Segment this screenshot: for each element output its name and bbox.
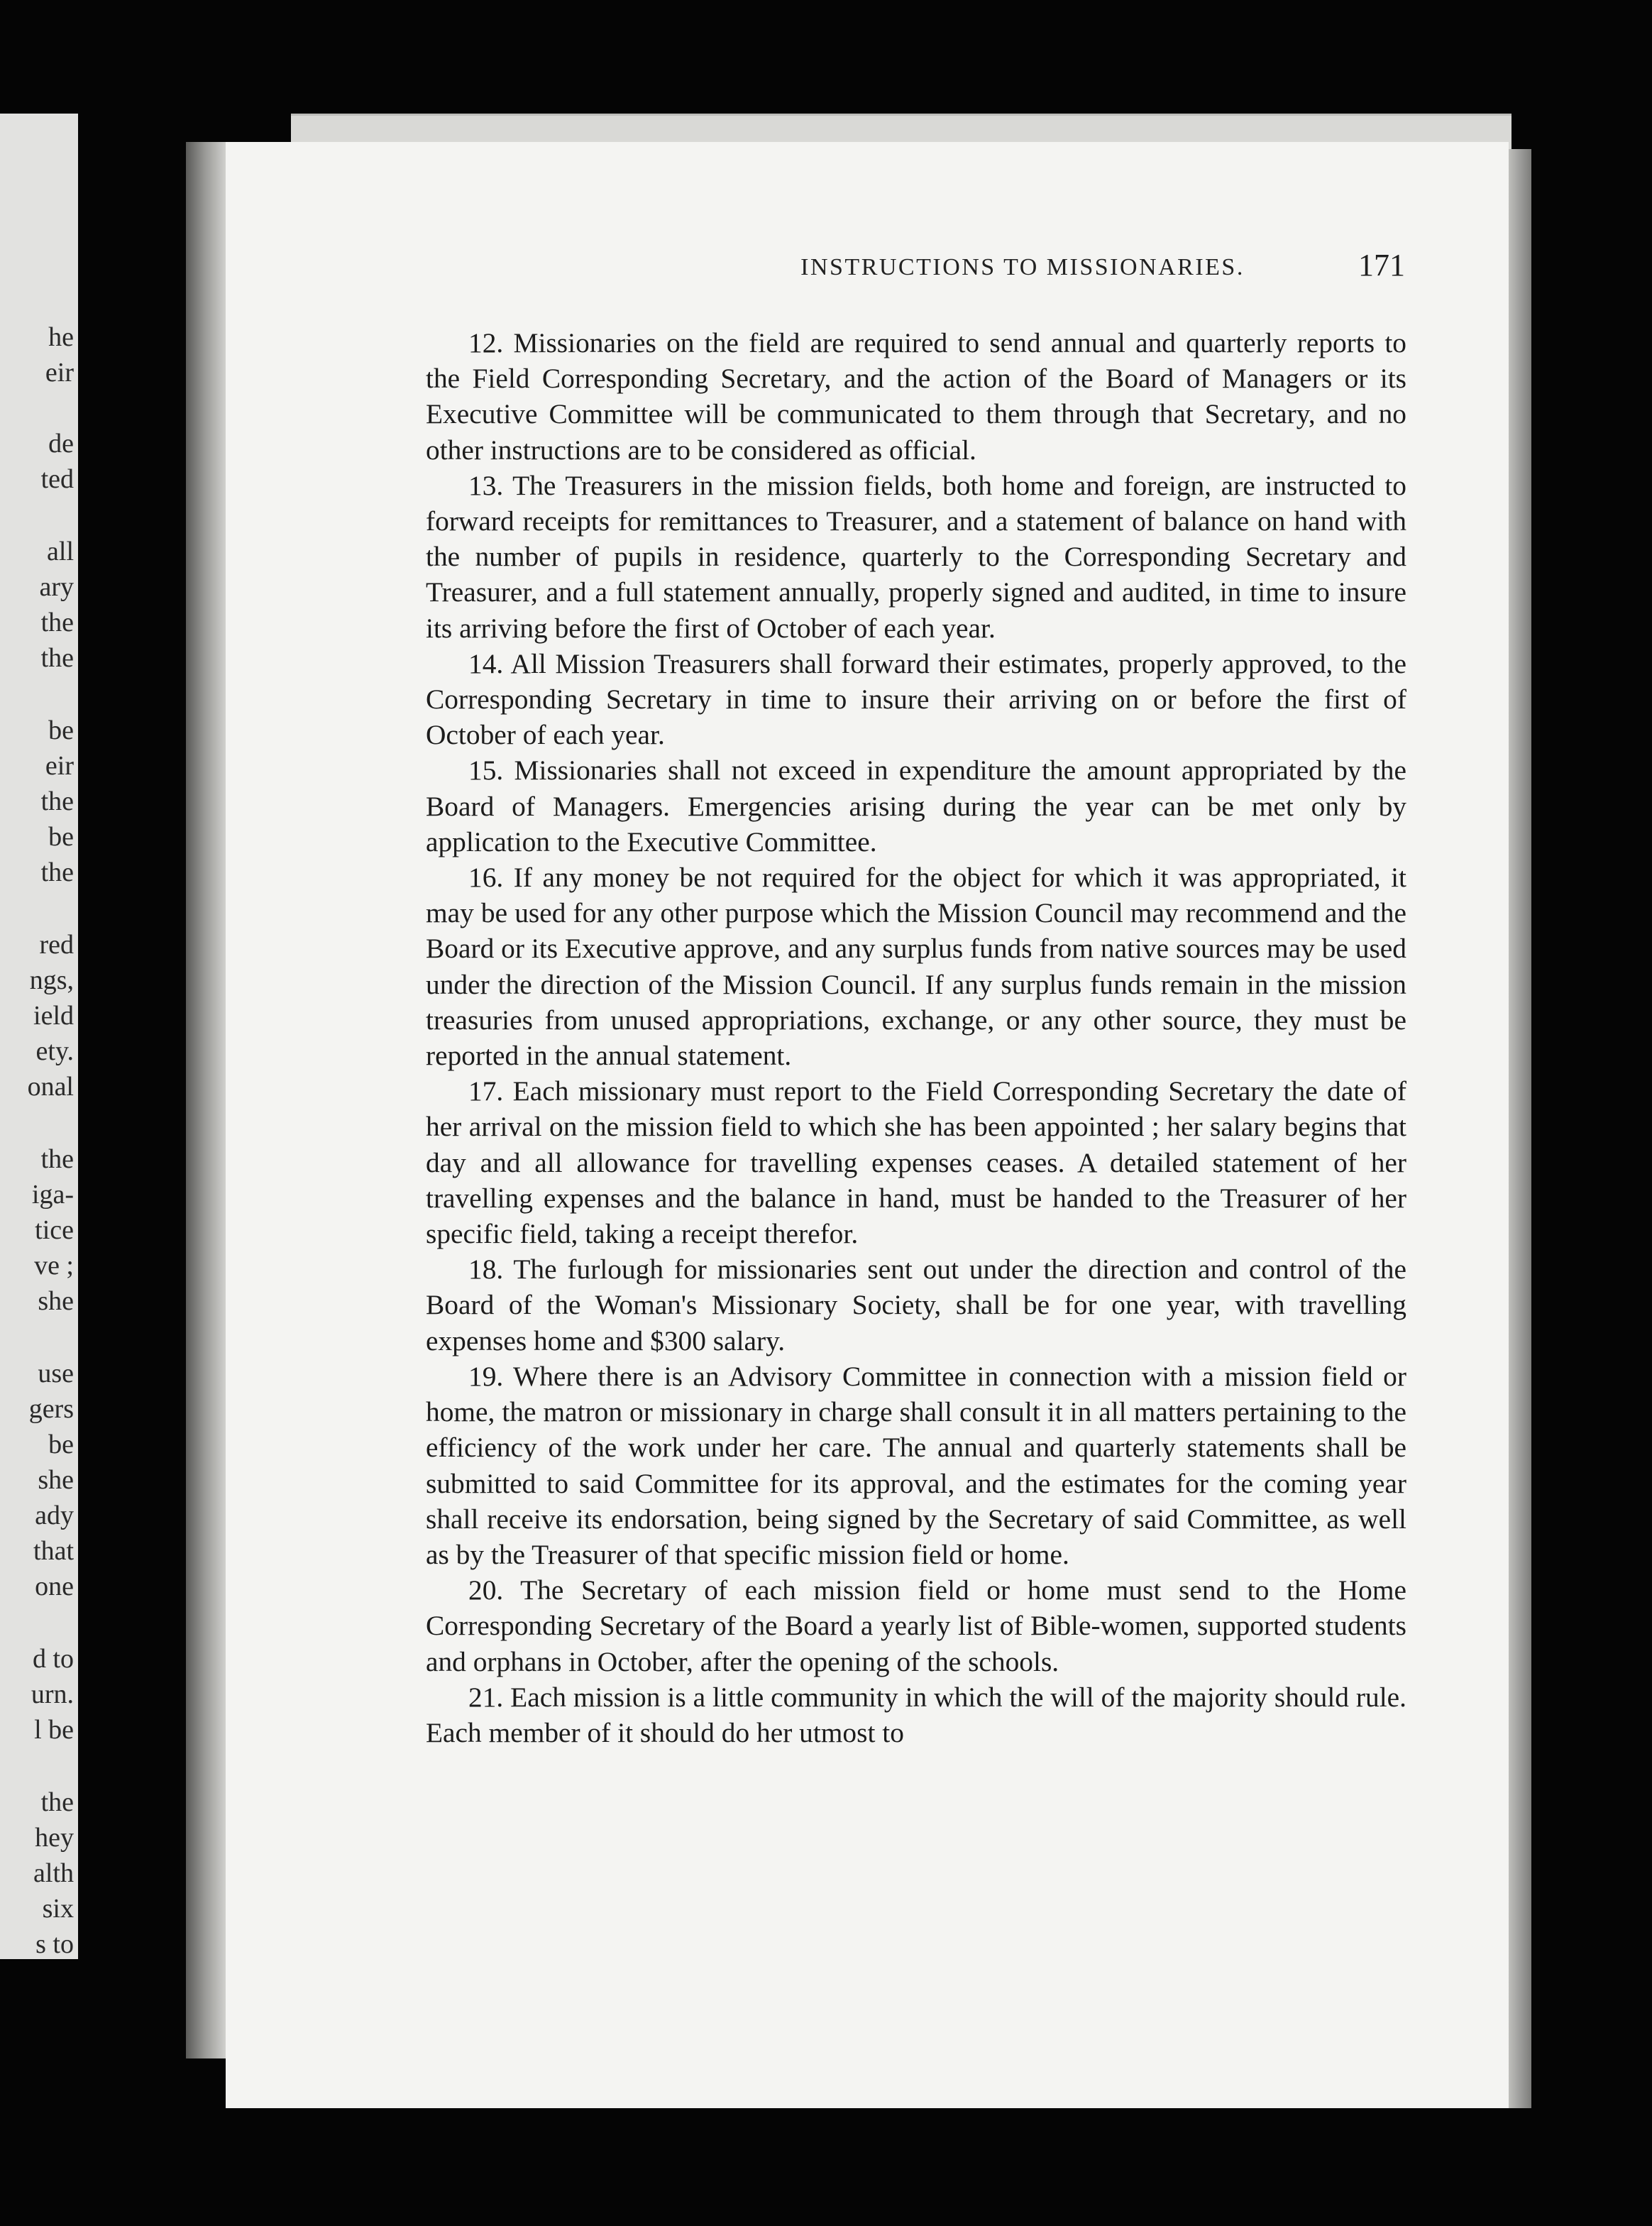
- left-page-fragment: the: [40, 786, 74, 816]
- rule-paragraph-20: 20. The Secretary of each mission field or home must send to the Home Corresponding Secretary of the Board a yearly list of Bible-women, supported students and orphans in October, after the opening of the schools.: [426, 1574, 1406, 1677]
- book-page: [226, 142, 1509, 2108]
- left-page-fragment: the: [40, 608, 74, 637]
- left-page-fragment: eir: [45, 751, 74, 781]
- left-page-fragment: hey: [35, 1823, 74, 1853]
- left-page-fragment: use: [38, 1359, 74, 1388]
- left-page-fragment: ary: [39, 572, 74, 602]
- left-page-fragment: tice: [35, 1215, 74, 1245]
- left-page-fragment: alth: [33, 1858, 74, 1888]
- rule-paragraph-18: 18. The furlough for missionaries sent out under the direction and control of the Board of the Woman's Missionary Society, shall be for one year, with travelling expenses home and $300 salary.: [426, 1254, 1406, 1356]
- left-page-fragment: eir: [45, 358, 74, 388]
- left-page-fragment: he: [48, 322, 74, 352]
- left-page-fragment: be: [48, 1430, 74, 1459]
- left-page-fragment: onal: [27, 1072, 74, 1102]
- left-page-fragment: urn.: [31, 1679, 74, 1709]
- left-page-fragment: gers: [28, 1394, 74, 1424]
- left-page-fragment: ady: [35, 1501, 74, 1530]
- left-page-fragment: ngs,: [29, 965, 74, 995]
- left-page-fragment: iga-: [31, 1180, 74, 1210]
- rule-paragraph-17: 17. Each missionary must report to the Field Corresponding Secretary the date of her arrival on the mission field to which she has been appointed ; her salary begins that day and all allowance for travelling expenses ceases. A detailed statement of her travelling expenses and the balance in hand, must be handed to the Treasurer of her specific field, taking a receipt therefor.: [426, 1075, 1406, 1250]
- rule-paragraph-16: 16. If any money be not required for the object for which it was appropriated, it may be used for any other purpose which the Mission Council may recommend and the Board or its Executive approve, and any surplus funds from native sources may be used under the direction of the Mission Council. If any surplus funds remain in the mission treasuries from unused appropriations, exchange, or any other source, they must be reported in the annual statement.: [426, 862, 1406, 1072]
- rule-paragraph-15: 15. Missionaries shall not exceed in expenditure the amount appropriated by the Board of Managers. Emergencies arising during the year can be met only by application to the Executive Committee.: [426, 755, 1406, 857]
- left-page-fragment: the: [40, 1144, 74, 1174]
- left-page-fragment: the: [40, 857, 74, 887]
- running-head: INSTRUCTIONS TO MISSIONARIES.: [800, 254, 1245, 280]
- left-page-fragment: ve ;: [34, 1251, 74, 1281]
- left-page-fragment: the: [40, 1787, 74, 1817]
- page-body: [426, 325, 1406, 1750]
- left-page-fragment: ety.: [35, 1036, 74, 1066]
- left-page-fragment: be: [48, 822, 74, 852]
- left-page-fragment: she: [38, 1465, 74, 1495]
- rule-paragraph-19: 19. Where there is an Advisory Committee in connection with a mission field or home, the matron or missionary in charge shall consult it in all matters pertaining to the efficiency of the work under her care. The annual and quarterly statements shall be submitted to said Committee for its approval, and the estimates for the coming year shall receive its endorsation, being signed by the Secretary of said Committee, as well as by the Treasurer of that specific mission field or home.: [426, 1360, 1406, 1570]
- left-page-fragment: six: [42, 1894, 74, 1924]
- book-spine-shadow: [186, 142, 228, 2058]
- left-page-fragment: red: [39, 930, 74, 960]
- rule-paragraph-21: 21. Each mission is a little community in which the will of the majority should rule. Each member of it should do her utmost to: [426, 1681, 1406, 1748]
- rule-paragraph-14: 14. All Mission Treasurers shall forward their estimates, properly approved, to the Corresponding Secretary in time to insure their arriving on or before the first of October of each year.: [426, 647, 1406, 751]
- rule-paragraph-13: 13. The Treasurers in the mission fields, both home and foreign, are instructed to forward receipts for remittances to Treasurer, and a statement of balance on hand with the number of pupils in residence, quarterly to the Corresponding Secretary and Treasurer, and a full statement annually, properly signed and audited, in time to insure its arriving before the first of October of each year.: [426, 469, 1406, 644]
- adjacent-left-page: [0, 114, 78, 1959]
- left-page-fragment: ted: [40, 464, 74, 494]
- left-page-fragment: one: [35, 1572, 74, 1601]
- rule-paragraph-12: 12. Missionaries on the field are required to send annual and quarterly reports to the Field Corresponding Secretary, and the action of the Board of Managers or its Executive Committee will be communicated to them through that Secretary, and no other instructions are to be considered as official.: [426, 327, 1406, 466]
- left-page-fragment: the: [40, 643, 74, 673]
- left-page-fragment: she: [38, 1286, 74, 1316]
- left-page-fragment: ield: [33, 1001, 74, 1031]
- page-number: 171: [1358, 248, 1405, 283]
- left-page-fragment: l be: [34, 1715, 74, 1745]
- left-page-fragment: d to: [32, 1644, 74, 1674]
- left-page-fragment: that: [33, 1536, 74, 1566]
- left-page-fragment: all: [47, 537, 74, 566]
- left-page-fragment: s to: [35, 1929, 74, 1959]
- left-page-fragment: be: [48, 716, 74, 745]
- left-page-fragment: de: [48, 429, 74, 459]
